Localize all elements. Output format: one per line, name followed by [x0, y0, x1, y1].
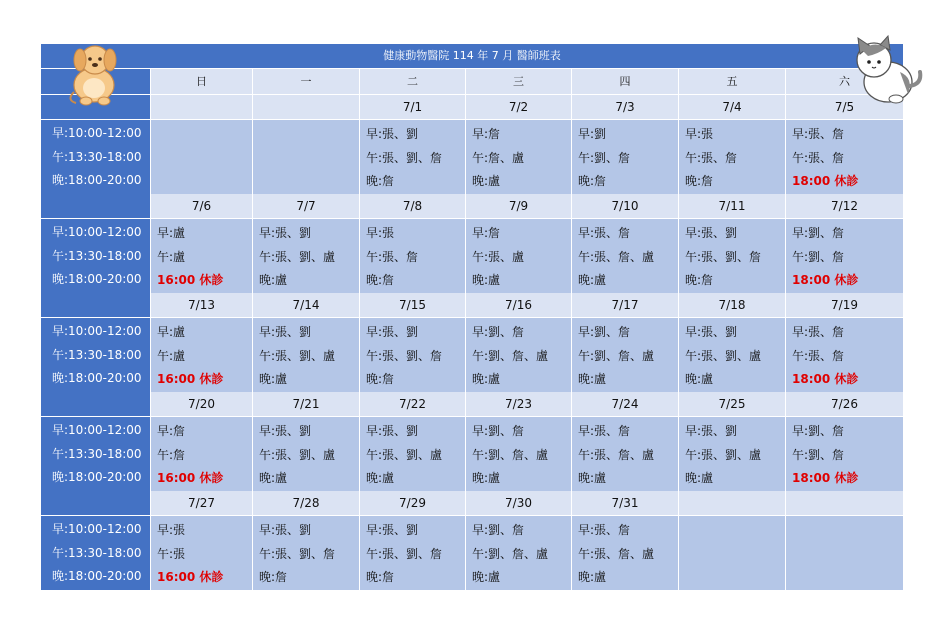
- shift-line: 午:張、劉、詹: [685, 249, 762, 264]
- date-cell-fri: 7/25: [679, 392, 786, 417]
- shift-line: 午:盧: [157, 249, 186, 264]
- shift-cell-wed: [466, 417, 572, 492]
- shift-cell-sun: [151, 516, 253, 591]
- shift-line: 晚:詹: [685, 273, 714, 287]
- closing-note: 18:00 休診: [792, 471, 859, 485]
- hours-line: 晚:18:00-20:00: [52, 569, 142, 583]
- shift-line: 午:張、劉、盧: [259, 447, 336, 462]
- shift-cell-sun: [151, 120, 253, 195]
- shift-cell-tue: [360, 516, 466, 591]
- shift-cell-sat: [786, 120, 903, 195]
- shift-line: 早:盧: [157, 226, 186, 240]
- date-row: [41, 95, 903, 120]
- date-cell-wed: 7/2: [466, 95, 572, 120]
- date-cell-thu: 7/17: [572, 293, 679, 318]
- shift-cell-sat: [786, 417, 903, 492]
- hours-label: [41, 318, 151, 393]
- shift-line: 早:劉、詹: [472, 424, 525, 438]
- shift-line: 午:劉、詹、盧: [578, 348, 655, 363]
- closing-note: 16:00 休診: [157, 273, 224, 287]
- date-cell-sat: [786, 491, 903, 516]
- closing-note: 18:00 休診: [792, 273, 859, 287]
- cat-illustration: [848, 34, 924, 110]
- shift-line: 午:張、劉、盧: [259, 348, 336, 363]
- shift-line: 午:詹、盧: [472, 150, 525, 165]
- shift-cell-mon: [253, 219, 360, 294]
- date-cell-thu: 7/31: [572, 491, 679, 516]
- shift-line: 早:劉、詹: [472, 523, 525, 537]
- shift-cell-tue: [360, 318, 466, 393]
- date-cell-wed: 7/30: [466, 491, 572, 516]
- schedule-table: [41, 44, 903, 590]
- shift-line: 午:張、劉、詹: [366, 546, 443, 561]
- shift-cell-thu: [572, 417, 679, 492]
- shift-line: 早:張: [157, 523, 186, 537]
- closing-note: 18:00 休診: [792, 372, 859, 386]
- shift-line: 午:張、劉、盧: [685, 447, 762, 462]
- date-cell-fri: 7/4: [679, 95, 786, 120]
- schedule-row: [41, 318, 903, 392]
- hours-label: [41, 120, 151, 195]
- shift-cell-mon: [253, 318, 360, 393]
- schedule-row: [41, 417, 903, 491]
- shift-line: 晚:盧: [685, 372, 714, 386]
- shift-line: 午:張、詹: [792, 150, 845, 165]
- hours-line: 晚:18:00-20:00: [52, 272, 142, 286]
- shift-line: 晚:詹: [366, 372, 395, 386]
- date-row: [41, 194, 903, 219]
- date-cell-sat: 7/19: [786, 293, 903, 318]
- shift-line: 早:張、詹: [792, 325, 845, 339]
- shift-line: 晚:詹: [366, 174, 395, 188]
- shift-line: 午:盧: [157, 348, 186, 363]
- shift-cell-tue: [360, 417, 466, 492]
- closing-note: 16:00 休診: [157, 372, 224, 386]
- shift-line: 晚:盧: [578, 372, 607, 386]
- hours-line: 午:13:30-18:00: [52, 248, 142, 263]
- hours-line: 早:10:00-12:00: [52, 324, 142, 338]
- date-cell-fri: 7/18: [679, 293, 786, 318]
- shift-cell-wed: [466, 120, 572, 195]
- hours-line: 晚:18:00-20:00: [52, 371, 142, 385]
- shift-cell-sat: [786, 516, 903, 591]
- date-cell-mon: 7/14: [253, 293, 360, 318]
- hours-line: 午:13:30-18:00: [52, 149, 142, 164]
- shift-line: 晚:詹: [259, 570, 288, 584]
- shift-line: 早:張、劉: [366, 325, 419, 339]
- shift-line: 早:詹: [472, 226, 501, 240]
- schedule-row: [41, 516, 903, 590]
- shift-line: 晚:詹: [366, 273, 395, 287]
- shift-line: 午:張: [157, 546, 186, 561]
- shift-line: 午:張、劉、盧: [259, 249, 336, 264]
- shift-cell-fri: [679, 516, 786, 591]
- date-cell-wed: 7/16: [466, 293, 572, 318]
- shift-line: 晚:盧: [578, 471, 607, 485]
- shift-line: 午:張、劉、詹: [259, 546, 336, 561]
- shift-line: 早:詹: [472, 127, 501, 141]
- shift-line: 早:張、劉: [259, 325, 312, 339]
- shift-line: 午:張、盧: [472, 249, 525, 264]
- shift-line: 晚:詹: [578, 174, 607, 188]
- shift-line: 早:張、詹: [578, 226, 631, 240]
- closing-note: 16:00 休診: [157, 471, 224, 485]
- schedule-row: [41, 120, 903, 194]
- shift-line: 午:劉、詹、盧: [472, 348, 549, 363]
- shift-cell-thu: [572, 516, 679, 591]
- shift-line: 早:張、詹: [578, 523, 631, 537]
- shift-line: 晚:盧: [472, 471, 501, 485]
- shift-cell-fri: [679, 120, 786, 195]
- shift-line: 早:張、劉: [685, 424, 738, 438]
- shift-line: 晚:盧: [472, 273, 501, 287]
- shift-cell-mon: [253, 417, 360, 492]
- shift-cell-fri: [679, 219, 786, 294]
- weekday-wed: 三: [466, 69, 572, 95]
- date-cell-sat: 7/26: [786, 392, 903, 417]
- shift-line: 午:張、詹、盧: [578, 546, 655, 561]
- shift-cell-fri: [679, 318, 786, 393]
- shift-line: 早:劉、詹: [578, 325, 631, 339]
- shift-line: 午:張、詹: [366, 249, 419, 264]
- shift-line: 晚:盧: [366, 471, 395, 485]
- shift-line: 晚:盧: [259, 273, 288, 287]
- shift-line: 午:張、劉、盧: [685, 348, 762, 363]
- date-cell-mon: 7/28: [253, 491, 360, 516]
- shift-cell-wed: [466, 318, 572, 393]
- date-cell-mon: 7/21: [253, 392, 360, 417]
- shift-line: 午:張、劉、盧: [366, 447, 443, 462]
- date-cell-thu: 7/3: [572, 95, 679, 120]
- shift-cell-tue: [360, 120, 466, 195]
- shift-line: 午:張、詹、盧: [578, 447, 655, 462]
- date-cell-sun: [151, 95, 253, 120]
- shift-line: 晚:盧: [685, 471, 714, 485]
- hours-line: 早:10:00-12:00: [52, 126, 142, 140]
- weekday-sun: 日: [151, 69, 253, 95]
- date-cell-thu: 7/10: [572, 194, 679, 219]
- shift-line: 早:張、劉: [685, 325, 738, 339]
- date-row-label: [41, 194, 151, 219]
- date-cell-tue: 7/1: [360, 95, 466, 120]
- weekday-tue: 二: [360, 69, 466, 95]
- hours-line: 午:13:30-18:00: [52, 545, 142, 560]
- shift-line: 早:詹: [157, 424, 186, 438]
- shift-line: 午:劉、詹、盧: [472, 546, 549, 561]
- schedule-title: 健康動物醫院 114 年 7 月 醫師班表: [41, 44, 903, 69]
- shift-line: 早:劉、詹: [792, 424, 845, 438]
- weekday-thu: 四: [572, 69, 679, 95]
- date-cell-tue: 7/8: [360, 194, 466, 219]
- shift-line: 早:劉: [578, 127, 607, 141]
- shift-cell-fri: [679, 417, 786, 492]
- shift-cell-mon: [253, 516, 360, 591]
- date-row: [41, 491, 903, 516]
- shift-line: 晚:盧: [259, 372, 288, 386]
- hours-label: [41, 417, 151, 492]
- hours-line: 早:10:00-12:00: [52, 225, 142, 239]
- shift-line: 早:劉、詹: [472, 325, 525, 339]
- shift-line: 早:張、劉: [366, 127, 419, 141]
- shift-cell-sat: [786, 318, 903, 393]
- weekday-sat: 六: [786, 69, 903, 95]
- hours-line: 午:13:30-18:00: [52, 347, 142, 362]
- shift-line: 午:張、詹: [792, 348, 845, 363]
- shift-cell-sun: [151, 417, 253, 492]
- shift-cell-sun: [151, 318, 253, 393]
- date-cell-sun: 7/27: [151, 491, 253, 516]
- shift-line: 早:張: [685, 127, 714, 141]
- shift-cell-thu: [572, 219, 679, 294]
- shift-cell-thu: [572, 120, 679, 195]
- hours-label: [41, 219, 151, 294]
- date-cell-sat: 7/5: [786, 95, 903, 120]
- shift-line: 晚:盧: [578, 273, 607, 287]
- shift-cell-mon: [253, 120, 360, 195]
- hours-line: 午:13:30-18:00: [52, 446, 142, 461]
- shift-line: 晚:詹: [685, 174, 714, 188]
- date-row-label: [41, 491, 151, 516]
- shift-line: 午:張、劉、詹: [366, 150, 443, 165]
- weeks-body: [41, 95, 903, 590]
- shift-line: 早:張、詹: [792, 127, 845, 141]
- shift-cell-wed: [466, 219, 572, 294]
- date-cell-fri: 7/11: [679, 194, 786, 219]
- weekday-mon: 一: [253, 69, 360, 95]
- shift-line: 晚:盧: [472, 174, 501, 188]
- dog-illustration: [64, 40, 126, 106]
- date-cell-mon: [253, 95, 360, 120]
- date-cell-sun: 7/20: [151, 392, 253, 417]
- date-cell-sat: 7/12: [786, 194, 903, 219]
- shift-line: 早:張、劉: [259, 523, 312, 537]
- shift-line: 早:張、詹: [578, 424, 631, 438]
- shift-line: 晚:盧: [472, 570, 501, 584]
- hours-line: 早:10:00-12:00: [52, 423, 142, 437]
- shift-line: 晚:詹: [366, 570, 395, 584]
- shift-line: 午:張、詹、盧: [578, 249, 655, 264]
- shift-cell-thu: [572, 318, 679, 393]
- date-cell-thu: 7/24: [572, 392, 679, 417]
- shift-line: 晚:盧: [472, 372, 501, 386]
- weekday-header-row: [41, 69, 903, 95]
- shift-line: 早:張、劉: [366, 424, 419, 438]
- shift-cell-wed: [466, 516, 572, 591]
- closing-note: 16:00 休診: [157, 570, 224, 584]
- shift-line: 早:張: [366, 226, 395, 240]
- hours-line: 晚:18:00-20:00: [52, 173, 142, 187]
- date-cell-tue: 7/29: [360, 491, 466, 516]
- shift-line: 早:張、劉: [685, 226, 738, 240]
- schedule-row: [41, 219, 903, 293]
- date-row: [41, 392, 903, 417]
- date-row-label: [41, 392, 151, 417]
- date-cell-fri: [679, 491, 786, 516]
- shift-cell-sat: [786, 219, 903, 294]
- shift-cell-tue: [360, 219, 466, 294]
- date-row-label: [41, 293, 151, 318]
- date-row: [41, 293, 903, 318]
- date-cell-tue: 7/22: [360, 392, 466, 417]
- shift-line: 早:張、劉: [259, 424, 312, 438]
- hours-label: [41, 516, 151, 591]
- hours-line: 晚:18:00-20:00: [52, 470, 142, 484]
- closing-note: 18:00 休診: [792, 174, 859, 188]
- date-cell-sun: 7/13: [151, 293, 253, 318]
- shift-line: 午:詹: [157, 447, 186, 462]
- hours-line: 早:10:00-12:00: [52, 522, 142, 536]
- shift-line: 早:盧: [157, 325, 186, 339]
- weekday-fri: 五: [679, 69, 786, 95]
- shift-line: 早:劉、詹: [792, 226, 845, 240]
- date-cell-sun: 7/6: [151, 194, 253, 219]
- shift-line: 晚:盧: [578, 570, 607, 584]
- shift-line: 晚:盧: [259, 471, 288, 485]
- date-cell-wed: 7/23: [466, 392, 572, 417]
- date-cell-tue: 7/15: [360, 293, 466, 318]
- shift-line: 午:劉、詹、盧: [472, 447, 549, 462]
- shift-line: 午:張、詹: [685, 150, 738, 165]
- shift-cell-sun: [151, 219, 253, 294]
- shift-line: 早:張、劉: [259, 226, 312, 240]
- shift-line: 早:張、劉: [366, 523, 419, 537]
- shift-line: 午:劉、詹: [578, 150, 631, 165]
- date-cell-wed: 7/9: [466, 194, 572, 219]
- shift-line: 午:劉、詹: [792, 447, 845, 462]
- shift-line: 午:張、劉、詹: [366, 348, 443, 363]
- date-cell-mon: 7/7: [253, 194, 360, 219]
- shift-line: 午:劉、詹: [792, 249, 845, 264]
